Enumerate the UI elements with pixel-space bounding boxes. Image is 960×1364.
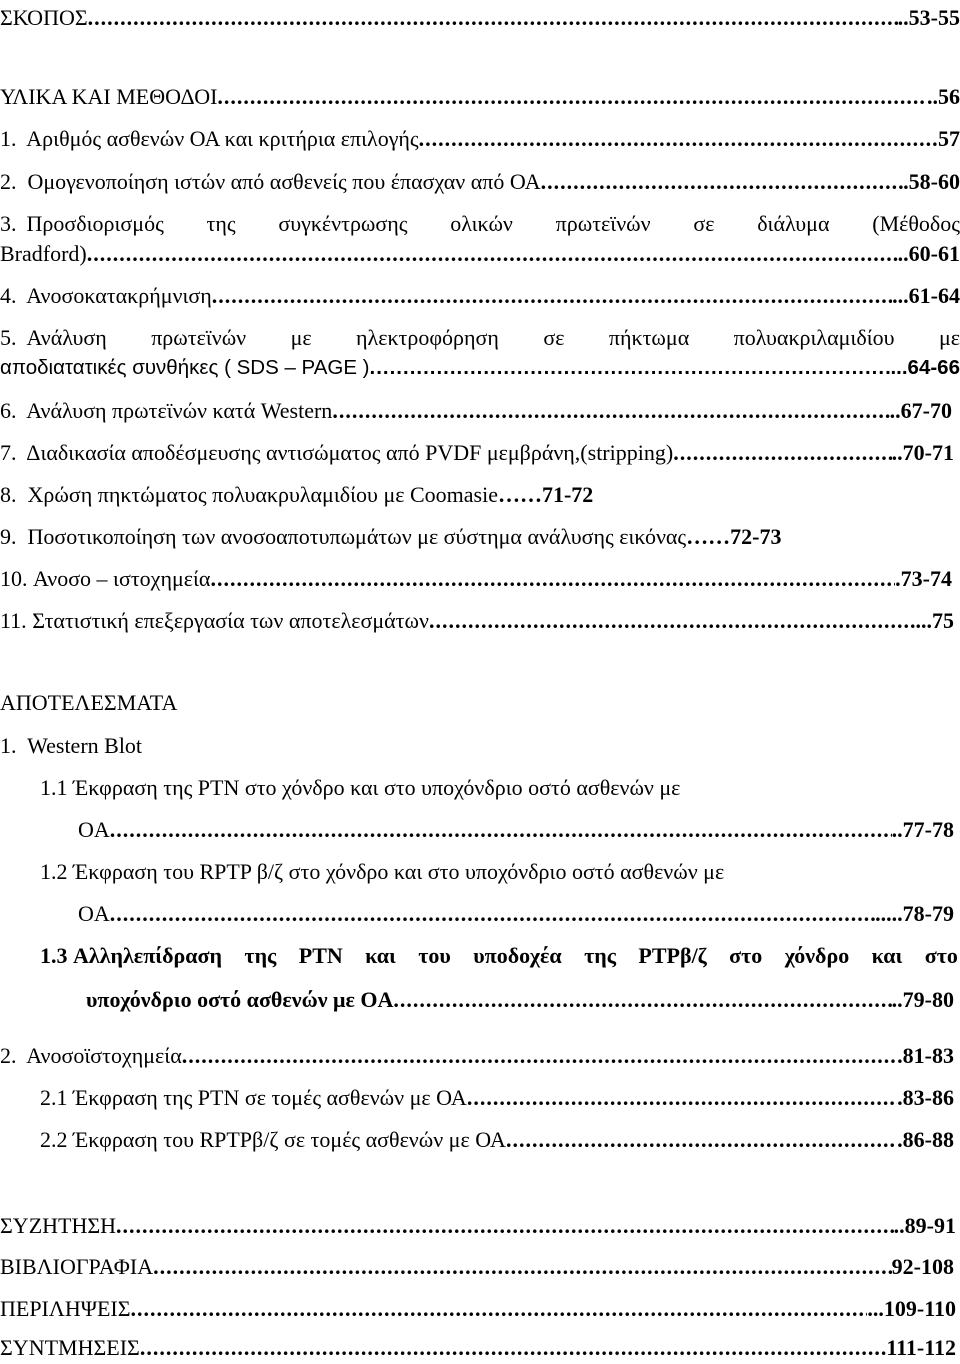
toc-title: Ανοσο – ιστοχημεία — [33, 566, 211, 591]
toc-word: της — [244, 943, 277, 968]
leader-dots: …… — [686, 524, 731, 549]
toc-entry — [0, 1041, 954, 1071]
leader-dots: …… — [497, 482, 542, 507]
toc-word: στο — [924, 943, 958, 968]
leader-dots — [153, 1252, 892, 1282]
toc-entry-bibliography — [0, 1252, 954, 1282]
toc-word: στο — [729, 943, 763, 968]
toc-pages: 71-72 — [541, 482, 594, 507]
leader-dots — [673, 438, 891, 468]
toc-pages: ...64-66 — [890, 356, 960, 379]
leader-dots — [506, 1125, 897, 1155]
toc-pages: ..56 — [927, 84, 960, 109]
toc-word: PTN — [298, 943, 343, 968]
toc-entry-line2 — [0, 239, 960, 269]
leader-dots — [332, 396, 889, 426]
toc-num: 9. — [0, 524, 17, 549]
toc-pages: .111-112 — [880, 1335, 956, 1360]
toc-pages: ..77-78 — [891, 817, 954, 842]
toc-num: 2.1 — [40, 1085, 68, 1110]
toc-entry — [0, 438, 954, 468]
toc-subentry — [40, 1125, 954, 1155]
toc-pages: .81-83 — [897, 1043, 954, 1068]
toc-title: Ανοσοκατακρήμνιση — [26, 283, 212, 308]
toc-pages: .58-60 — [903, 169, 960, 194]
toc-entry-abbreviations — [0, 1333, 956, 1363]
toc-entry — [0, 564, 952, 594]
toc-title: ΠΕΡΙΛΗΨΕΙΣ — [0, 1296, 131, 1321]
toc-pages: ..67-70 — [889, 398, 952, 423]
toc-subentry-line2 — [86, 985, 954, 1015]
toc-num: 1.1 — [40, 775, 68, 800]
toc-num: 1. — [0, 733, 17, 758]
toc-pages: ..70-71 — [891, 440, 954, 465]
toc-subentry-line2 — [78, 815, 954, 845]
toc-heading-results: ΑΠΟΤΕΛΕΣΜΑΤΑ — [0, 690, 178, 715]
toc-title: Ποσοτικοποίηση των ανοσοαποτυπωμάτων με σύστημα ανάλυσης εικόνας — [27, 524, 687, 549]
toc-entry — [0, 124, 960, 154]
toc-pages: .....78-79 — [875, 901, 954, 926]
leader-dots — [110, 899, 875, 929]
toc-pages: ...61-64 — [892, 283, 960, 308]
toc-subentry-line1 — [40, 941, 958, 971]
toc-pages: ..89-91 — [893, 1213, 956, 1238]
toc-title: Προσδιορισμός της συγκέντρωσης ολικών πρωτεϊνών σε διάλυμα (Μέθοδος — [26, 211, 960, 236]
toc-entry — [0, 522, 960, 552]
toc-num: 10. — [0, 566, 28, 591]
toc-pages: ..79-80 — [891, 987, 954, 1012]
leader-dots — [88, 3, 898, 33]
leader-dots — [87, 239, 898, 269]
toc-title: Ανοσοϊστοχημεία — [26, 1043, 182, 1068]
toc-num: 3. — [0, 211, 17, 236]
toc-title: Ομογενοποίηση ιστών από ασθενείς που έπασχαν από ΟΑ — [27, 169, 541, 194]
toc-subentry-line1 — [40, 773, 960, 803]
toc-title: Ανάλυση πρωτεϊνών με ηλεκτροφόρηση σε πήκτωμα πολυακριλαμιδίου με — [26, 325, 960, 350]
toc-entry — [0, 480, 960, 510]
leader-dots — [140, 1333, 881, 1363]
toc-title: Έκφραση της PTN στο χόνδρο και στο υποχόνδριο οστό ασθενών με — [73, 775, 681, 800]
toc-num: 4. — [0, 283, 17, 308]
toc-entry-discussion — [0, 1211, 956, 1241]
toc-title: Έκφραση της PTN σε τομές ασθενών με ΟΑ — [73, 1085, 467, 1110]
toc-title: Ανάλυση πρωτεϊνών κατά Western — [26, 398, 333, 423]
toc-word: του — [418, 943, 451, 968]
toc-num: 6. — [0, 398, 17, 423]
toc-pages: 92-108 — [891, 1254, 954, 1279]
toc-num: 8. — [0, 482, 17, 507]
toc-title: Χρώση πηκτώματος πολυακρυλαμιδίου με Coomasie — [27, 482, 498, 507]
toc-heading-methods — [0, 82, 960, 112]
toc-word: PTPβ/ζ — [638, 943, 707, 968]
toc-pages: 72-73 — [730, 524, 782, 549]
toc-subentry — [40, 1083, 954, 1113]
leader-dots — [393, 985, 891, 1015]
toc-entry — [0, 606, 954, 636]
toc-num: 1. — [0, 126, 17, 151]
leader-dots — [110, 815, 892, 845]
toc-title: OA — [78, 901, 110, 926]
toc-pages: ...75 — [915, 608, 954, 633]
leader-dots — [182, 1041, 897, 1071]
toc-entry-skopos — [0, 3, 960, 33]
toc-title: Στατιστική επεξεργασία των αποτελεσμάτων — [32, 608, 429, 633]
toc-num: 5. — [0, 325, 17, 350]
toc-word: και — [365, 943, 396, 968]
toc-subentry-line1 — [40, 857, 960, 887]
toc-entry-line1 — [0, 323, 960, 353]
toc-word: Αλληλεπίδραση — [73, 943, 223, 968]
toc-num: 1.2 — [40, 859, 68, 884]
toc-pages: .86-88 — [897, 1127, 954, 1152]
toc-title: ΣΥΖΗΤΗΣΗ — [0, 1213, 117, 1238]
toc-entry — [0, 396, 952, 426]
toc-pages: .83-86 — [897, 1085, 954, 1110]
toc-entry — [0, 281, 960, 311]
toc-num: 7. — [0, 440, 17, 465]
toc-title: Διαδικασία αποδέσμευσης αντισώματος από PVDF μεμβράνη,(stripping) — [26, 440, 674, 465]
toc-entry — [0, 167, 960, 197]
toc-pages: ...109-110 — [867, 1296, 956, 1321]
toc-num: 2. — [0, 1043, 17, 1068]
leader-dots — [429, 606, 916, 636]
toc-entry-abstracts — [0, 1294, 956, 1324]
toc-num-and-word — [40, 941, 222, 971]
leader-dots — [467, 1083, 897, 1113]
toc-num: 2.2 — [40, 1127, 68, 1152]
leader-dots — [212, 281, 892, 311]
toc-title: OA — [78, 817, 110, 842]
toc-title: ΥΛΙΚΑ ΚΑΙ ΜΕΘΟΔΟΙ — [0, 84, 218, 109]
toc-entry-line2 — [0, 353, 960, 383]
toc-title: Έκφραση του RPTPβ/ζ σε τομές ασθενών με ΟΑ — [73, 1127, 506, 1152]
toc-title: ΣΚΟΠΟΣ — [0, 5, 88, 30]
leader-dots — [210, 564, 895, 594]
toc-title: αποδιατατικές συνθήκες ( SDS – PAGE ) — [0, 356, 370, 379]
toc-pages: ..53-55 — [897, 5, 960, 30]
toc-entry-line1 — [0, 209, 960, 239]
toc-subentry-line2 — [78, 899, 954, 929]
toc-title: Έκφραση του RPTP β/ζ στο χόνδρο και στο υποχόνδριο οστό ασθενών με — [73, 859, 725, 884]
toc-title: υποχόνδριο οστό ασθενών με OA — [86, 987, 394, 1012]
toc-pages: ..60-61 — [897, 241, 960, 266]
toc-num: 11. — [0, 608, 27, 633]
leader-dots — [541, 167, 904, 197]
toc-pages: .73-74 — [895, 566, 952, 591]
toc-word: και — [871, 943, 903, 968]
leader-dots — [419, 124, 938, 154]
leader-dots — [217, 82, 927, 112]
leader-dots — [131, 1294, 868, 1324]
toc-title: Bradford) — [0, 241, 87, 266]
toc-title: Western Blot — [27, 733, 143, 758]
toc-title: Αριθμός ασθενών ΟΑ και κριτήρια επιλογής — [26, 126, 419, 151]
toc-pages: 57 — [938, 126, 960, 151]
leader-dots — [370, 353, 891, 383]
toc-title: ΒΙΒΛΙΟΓΡΑΦΙΑ — [0, 1254, 154, 1279]
toc-num: 2. — [0, 169, 17, 194]
toc-word: υποδοχέα — [473, 943, 562, 968]
toc-title: ΣΥΝΤΜΗΣΕΙΣ — [0, 1335, 140, 1360]
toc-num: 1.3 — [40, 943, 68, 968]
toc-word: χόνδρο — [784, 943, 850, 968]
toc-entry — [0, 731, 960, 761]
leader-dots — [116, 1211, 894, 1241]
toc-word: της — [584, 943, 617, 968]
